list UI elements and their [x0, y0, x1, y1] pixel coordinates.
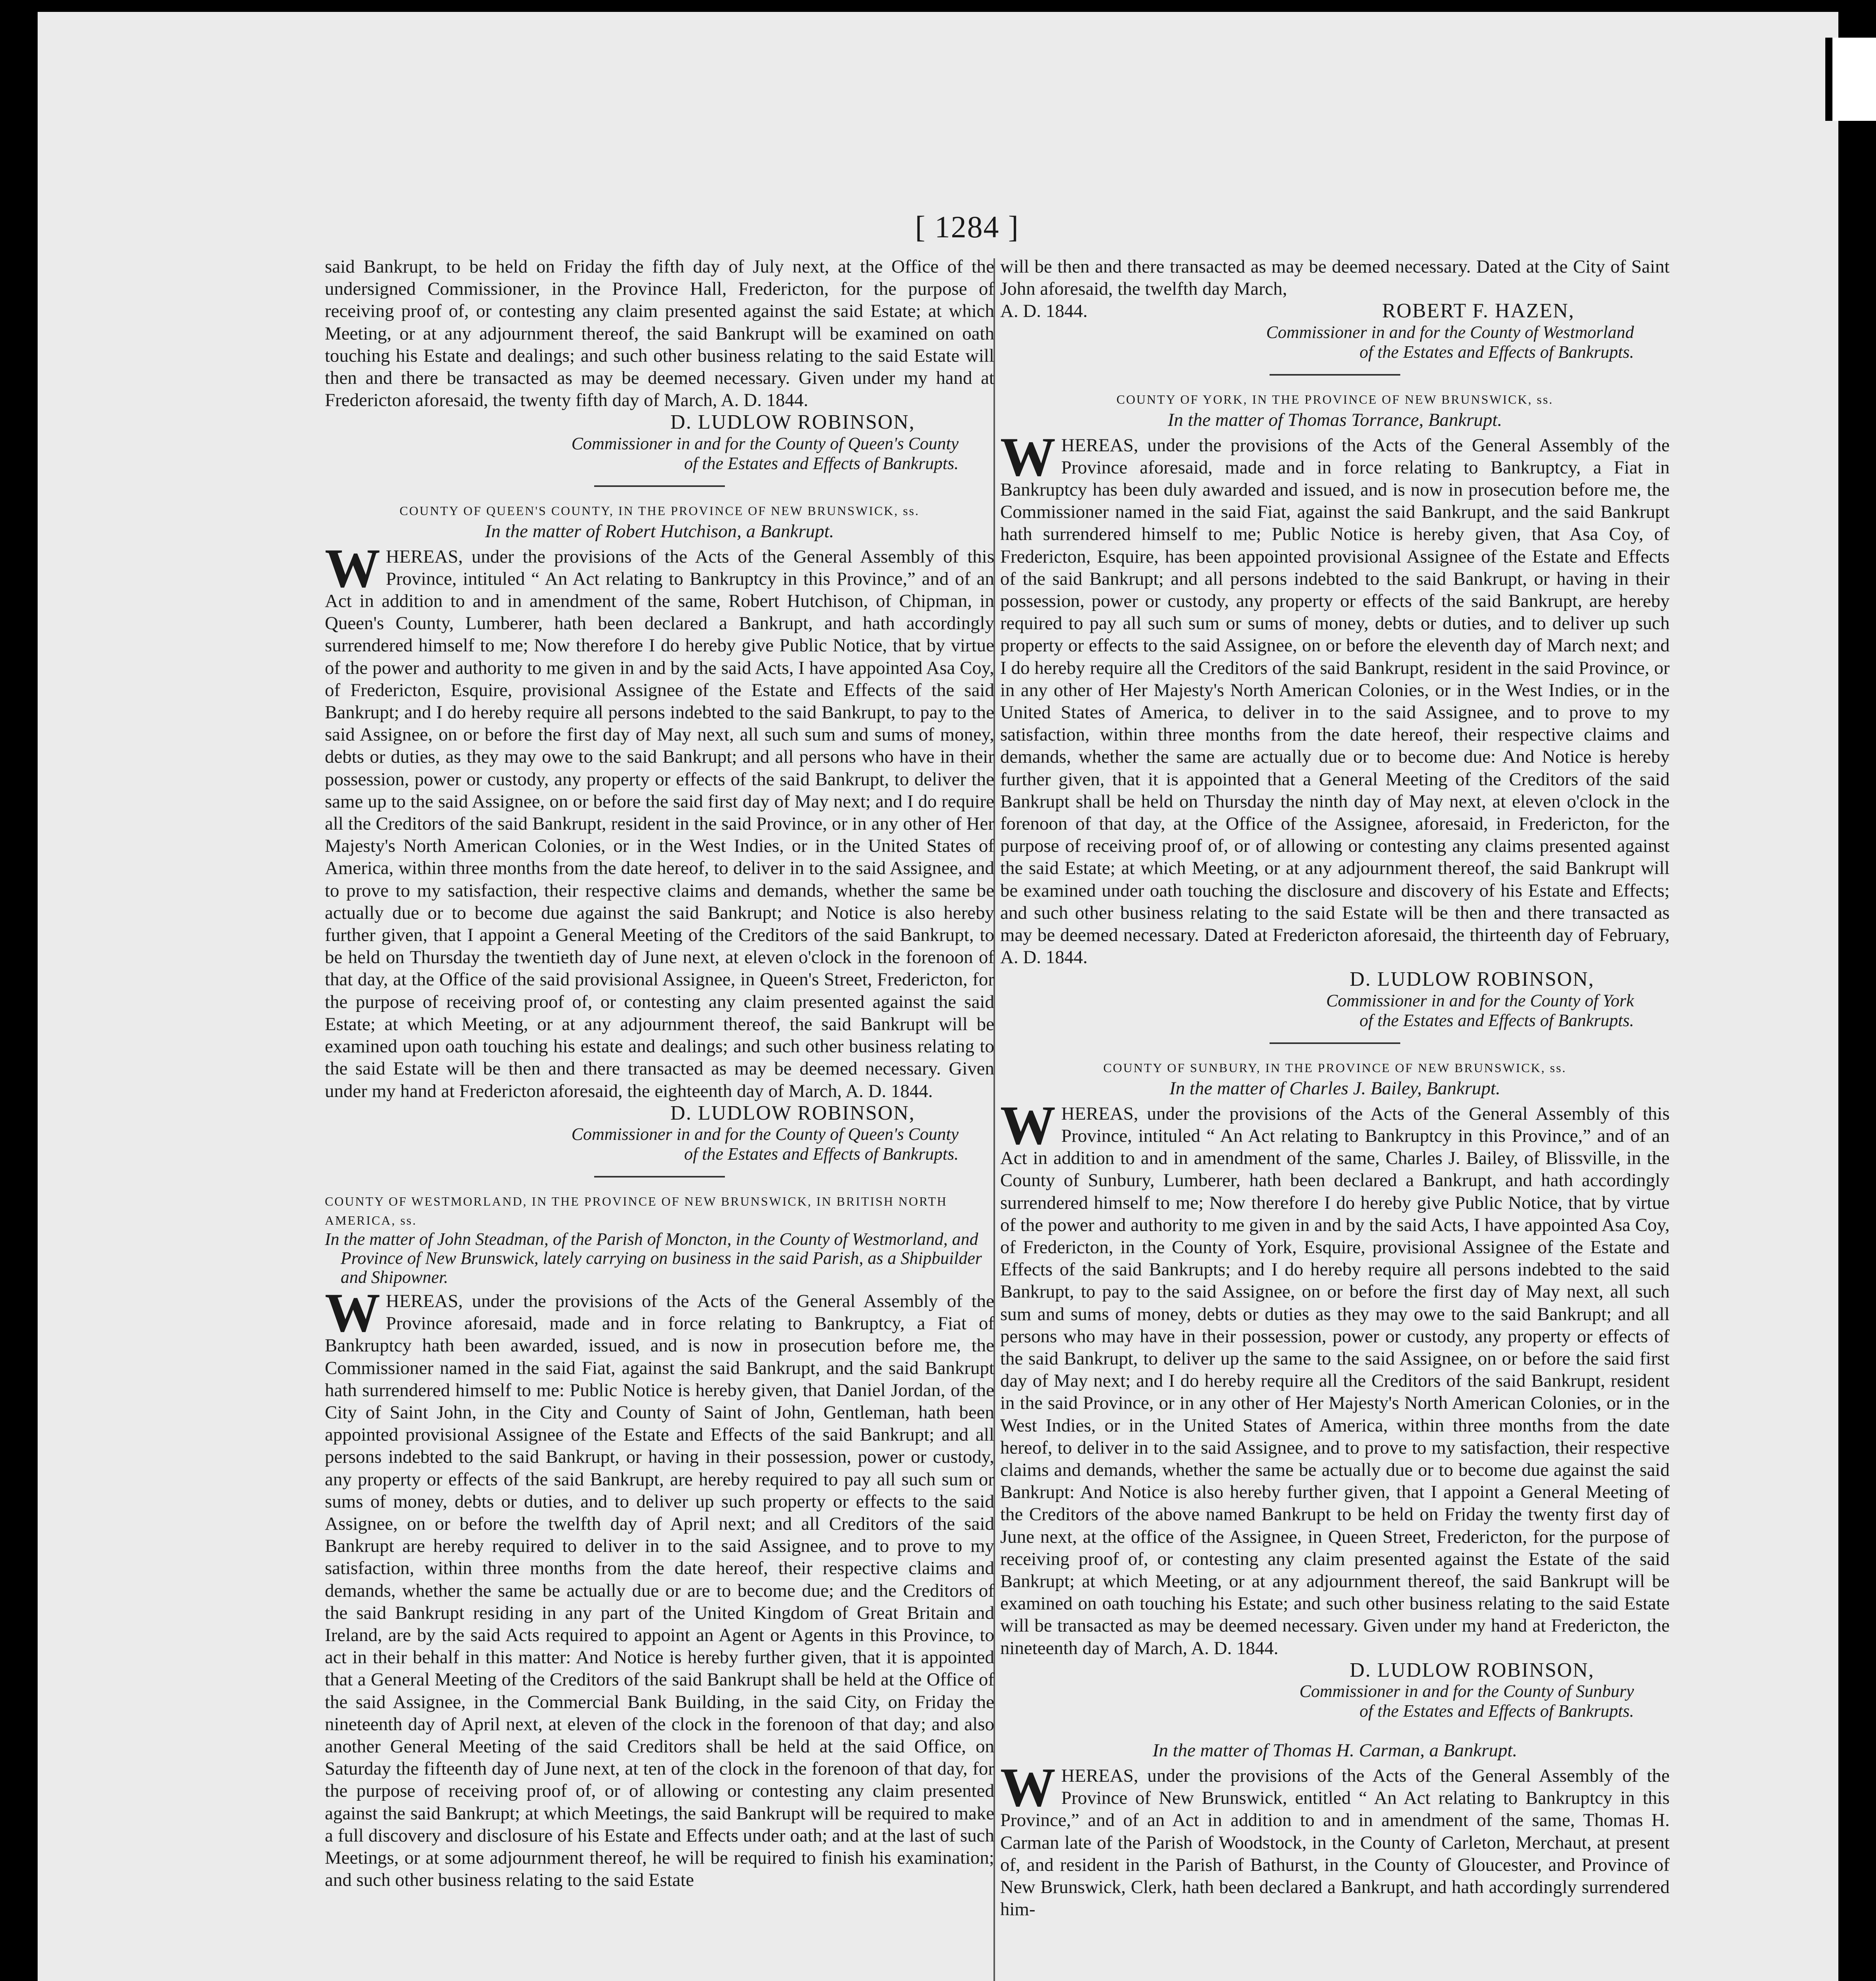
notice-body [325, 1282, 994, 1891]
signature-title: Commissioner in and for the County of Queen's County [571, 433, 959, 453]
scan-border-right [1838, 0, 1876, 1981]
matter-heading: In the matter of John Steadman, of the Parish of Moncton, in the County of Westmorland, and Province of New Brunswick, lately carrying on business in the said Parish, as a Shipbuilder and Shipowner. [325, 1229, 982, 1287]
matter-heading: In the matter of Robert Hutchison, a Bankrupt. [485, 521, 834, 542]
signature-title: Commissioner in and for the County of Westmorland [1266, 322, 1634, 342]
signature-title: of the Estates and Effects of Bankrupts. [684, 1144, 959, 1164]
scan-edge-tab-right [1825, 38, 1876, 121]
matter-heading: In the matter of Thomas Torrance, Bankrupt. [1167, 409, 1502, 430]
county-heading: COUNTY OF QUEEN'S COUNTY, IN THE PROVINCE OF NEW BRUNSWICK, ss. [399, 503, 920, 518]
notice-body [1000, 1094, 1670, 1659]
notice-body [1000, 1756, 1670, 1920]
signature-name: D. LUDLOW ROBINSON, [1350, 968, 1594, 991]
section-rule [594, 1176, 725, 1178]
signature-title: Commissioner in and for the County of Sunbury [1299, 1681, 1634, 1701]
notice-body [325, 537, 994, 1102]
drop-cap: W [325, 537, 380, 599]
notice-text: HEREAS, under the provisions of the Acts of the General Assembly of the Province aforesaid, made and in force relating to Bankruptcy, a Fiat in Bankruptcy has been duly awarded and issued, and is now in prosecution before me, the Commissioner named in the said Fiat, against the said Bankrupt, and the said Bankrupt hath surrendered himself to me; Public Notice is hereby given, that Asa Coy, of Fredericton, Esquire, has been appointed provisional Assignee of the Estate and Effects of the said Bankrupt; and all persons indebted to the said Bankrupt, or having in their possession, power or custody, any property or effects of the said Bankrupt, are hereby required to pay all such sum or sums of money, debts or duties, and to deliver up such property or effects to the said Assignee, on or before the eleventh day of March next; and I do hereby require all the Creditors of the said Bankrupt, resident in the said Province, or in any other of Her Majesty's North American Colonies, or in the West Indies, or in the United States of America, to deliver in to the said Assignee, and to prove to my satisfaction, within three months from the date hereof, their respective claims and demands, whether the same are actually due or to become due: And Notice is hereby further given, that it is appointed that a General Meeting of the Creditors of the said Bankrupt shall be held on Thursday the ninth day of May next, at eleven o'clock in the forenoon of that day, at the Office of the Assignee, aforesaid, in Fredericton, for the purpose of receiving proof of, or of allowing or contesting any claims presented against the said Estate; at which Meeting, or at any adjournment thereof, the said Bankrupt will be examined under oath touching the disclosure and discovery of his Estate and Effects; and such other business relating to the said Estate will be then and there transacted as may be deemed necessary. Dated at Fredericton aforesaid, the thirteenth day of February, A. D. 1844. [1000, 435, 1670, 968]
notice-carman [1000, 1739, 1670, 1920]
matter-heading: In the matter of Thomas H. Carman, a Bankrupt. [1152, 1740, 1518, 1761]
dated-year: A. D. 1844. [1000, 301, 1088, 322]
county-heading: COUNTY OF SUNBURY, IN THE PROVINCE OF NEW BRUNSWICK, ss. [1103, 1060, 1567, 1075]
notice-text: HEREAS, under the provisions of the Acts of the General Assembly of the Province aforesaid, made and in force relating to Bankruptcy, a Fiat of Bankruptcy hath been awarded, issued, and is now in prosecution before me, the Commissioner named in the said Fiat, against the said Bankrupt, and the said Bankrupt hath surrendered himself to me: Public Notice is hereby given, that Daniel Jordan, of the City of Saint John, in the City and County of Saint of John, Gentleman, hath been appointed provisional Assignee of the Estate and Effects of the said Bankrupt; and all persons indebted to the said Bankrupt, or having in their possession, power or custody, any property or effects of the said Bankrupt, are hereby required to pay all such sum or sums of money, debts or duties, and to deliver up such property or effects to the said Assignee, on or before the twelfth day of April next; and all Creditors of the said Bankrupt are hereby required to deliver in to the said Assignee, and to prove to my satisfaction, within three months from the date hereof, their respective claims and demands, whether the same be actually due or are to become due; and the Creditors of the said Bankrupt residing in any part of the United Kingdom of Great Britain and Ireland, are by the said Acts required to appoint an Agent or Agents in this Province, to act in their behalf in this matter: And Notice is hereby further given, that it is appointed that a General Meeting of the Creditors of the said Bankrupt shall be held at the Office of the said Assignee, in the Commercial Bank Building, in the said City, on Friday the nineteenth day of April next, at eleven of the clock in the forenoon of that day; and also another General Meeting of the said Creditors shall be held at the said Office, on Saturday the fifteenth day of June next, at ten of the clock in the forenoon of that day, for the purpose of receiving proof of, or of allowing or contesting any claim presented against the said Bankrupt; at which Meetings, the said Bankrupt will be required to make a full discovery and disclosure of his Estate and Effects under oath; and at the last of such Meetings, or at some adjournment thereof, he will be required to finish his examination; and such other business relating to the said Estate [325, 1290, 994, 1891]
matter-heading: In the matter of Charles J. Bailey, Bankrupt. [1169, 1078, 1500, 1099]
continuation-text: will be then and there transacted as may be deemed necessary. Dated at the City of Saint John aforesaid, the twelfth day March, [1000, 256, 1670, 300]
county-heading: COUNTY OF YORK, IN THE PROVINCE OF NEW BRUNSWICK, ss. [1116, 392, 1554, 407]
drop-cap: W [1000, 426, 1056, 488]
notice-body [1000, 426, 1670, 969]
scan-border-top [0, 0, 1876, 12]
signature-title: of the Estates and Effects of Bankrupts. [1359, 342, 1634, 362]
notice-text: HEREAS, under the provisions of the Acts of the General Assembly of this Province, intituled “ An Act relating to Bankruptcy in this Province,” and of an Act in addition to and in amendment of the same, Robert Hutchison, of Chipman, in Queen's County, Lumberer, hath been declared a Bankrupt, and hath accordingly surrendered himself to me; Now therefore I do hereby give Public Notice, that by virtue of the power and authority to me given in and by the said Acts, I have appointed Asa Coy, of Fredericton, Esquire, provisional Assignee of the Estate and Effects of the said Bankrupt; and I do hereby require all persons indebted to the said Bankrupt, to pay to the said Assignee, on or before the first day of May next, all such sum and sums of money, debts or duties, as they may owe to the said Bankrupt; and all persons who have in their possession, power or custody, any property or effects of the said Bankrupt, to deliver the same up to the said Assignee, on or before the said first day of May next; and I do require all the Creditors of the said Bankrupt, resident in the said Province, or in any other of Her Majesty's North American Colonies, or in the West Indies, or in the United States of America, within three months from the date hereof, to deliver in to the said Assignee, and to prove to my satisfaction, their respective claims and demands, whether the same be actually due or to become due against the said Bankrupt; and Notice is also hereby further given, that I appoint a General Meeting of the Creditors of the said Bankrupt, to be held on Thursday the twentieth day of June next, at eleven o'clock in the forenoon of that day, at the Office of the said provisional Assignee, in Queen's Street, Fredericton, for the purpose of receiving proof of, or contesting any claim presented against the said Estate; at which Meeting, or at any adjournment thereof, the said Bankrupt will be examined upon oath touching his estate and dealings; and such other business relating to the said Estate will be then and there transacted as may be deemed necessary. Given under my hand at Fredericton aforesaid, the eighteenth day of March, A. D. 1844. [325, 546, 994, 1101]
dated-signature-line [1000, 300, 1670, 322]
right-column [1000, 256, 1670, 1920]
signature-title: Commissioner in and for the County of York [1326, 990, 1634, 1010]
drop-cap: W [325, 1282, 380, 1344]
signature-name: D. LUDLOW ROBINSON, [670, 1101, 915, 1124]
signature-name: D. LUDLOW ROBINSON, [670, 411, 915, 434]
scan-border-left [0, 0, 38, 1981]
county-heading: COUNTY OF WESTMORLAND, IN THE PROVINCE OF NEW BRUNSWICK, IN BRITISH NORTH AMERICA, ss. [325, 1194, 948, 1227]
signature-title: of the Estates and Effects of Bankrupts. [1359, 1010, 1634, 1030]
signature-name: ROBERT F. HAZEN, [1382, 300, 1575, 323]
section-rule [1270, 1042, 1400, 1044]
notice-torrance [1000, 390, 1670, 1031]
signature-title: of the Estates and Effects of Bankrupts. [1359, 1701, 1634, 1721]
signature-name: D. LUDLOW ROBINSON, [1350, 1658, 1594, 1681]
notice-bailey [1000, 1058, 1670, 1721]
drop-cap: W [1000, 1756, 1056, 1818]
notice-hutchison [325, 501, 994, 1164]
page-number: [ 1284 ] [915, 210, 1019, 244]
notice-text: HEREAS, under the provisions of the Acts of the General Assembly of this Province, intituled “ An Act relating to Bankruptcy in this Province,” and of an Act in addition to and in amendment of the same, Charles J. Bailey, of Blissville, in the County of Sunbury, Lumberer, hath been declared a Bankrupt, and hath accordingly surrendered himself to me; Now therefore I do hereby give Public Notice, that by virtue of the power and authority to me given in and by the said Acts, I have appointed Asa Coy, of Fredericton, in the County of York, Esquire, provisional Assignee of the Estate and Effects of the said Bankrupts; and I do hereby require all persons indebted to the said Bankrupt, to pay to the said Assignee, on or before the first day of May next, all such sum and sums of money, debts or duties as they may owe to the said Bankrupt; and all persons who may have in their possession, power or custody, any property or effects of the said Bankrupt, to deliver up the same to the said Assignee, on or before the said first day of May next; and I do hereby require all the Creditors of the said Bankrupt, resident in the said Province, or in any other of Her Majesty's North American Colonies, or in the West Indies, or in the United States of America, within three months from the date hereof, to deliver in to the said Assignee, and to prove to my satisfaction, their respective claims and demands, whether the same be actually due or to become due against the said Bankrupt: And Notice is also hereby further given, that I appoint a General Meeting of the Creditors of the above named Bankrupt to be held on Friday the twenty first day of June next, at the office of the Assignee, in Queen Street, Fredericton, for the purpose of receiving proof of, or contesting any claim presented against the Estate of the said Bankrupt; at which Meeting, or at any adjournment thereof, the said Bankrupt will be examined on oath touching his Estate; and such other business relating to the said Estate will be transacted as may be deemed necessary. Given under my hand at Fredericton, the nineteenth day of March, A. D. 1844. [1000, 1103, 1670, 1658]
signature-title: Commissioner in and for the County of Queen's County [571, 1124, 959, 1144]
drop-cap: W [1000, 1094, 1056, 1156]
section-rule [1270, 374, 1400, 376]
continuation-text: said Bankrupt, to be held on Friday the fifth day of July next, at the Office of the undersigned Commissioner, in the Province Hall, Fredericton, for the purpose of receiving proof of, or contesting any claim presented against the said Estate; at which Meeting, or at any adjournment thereof, the said Bankrupt will be examined on oath touching his Estate and dealings; and such other business relating to the said Estate will then and there be transacted as may be deemed necessary. Given under my hand at Fredericton aforesaid, the twenty fifth day of March, A. D. 1844. [325, 256, 994, 411]
left-column [325, 256, 994, 1891]
notice-steadman [325, 1192, 994, 1891]
section-rule [594, 485, 725, 487]
signature-title: of the Estates and Effects of Bankrupts. [684, 453, 959, 473]
notice-text: HEREAS, under the provisions of the Acts of the General Assembly of the Province of New Brunswick, entitled “ An Act relating to Bankruptcy in this Province,” and of an Act in addition to and in amendment of the same, Thomas H. Carman late of the Parish of Woodstock, in the County of Carleton, Merchaut, at present of, and resident in the Parish of Bathurst, in the County of Gloucester, and Province of New Brunswick, Clerk, hath been declared a Bankrupt, and hath accordingly surrendered him- [1000, 1765, 1670, 1920]
section-gap [1000, 1721, 1670, 1739]
